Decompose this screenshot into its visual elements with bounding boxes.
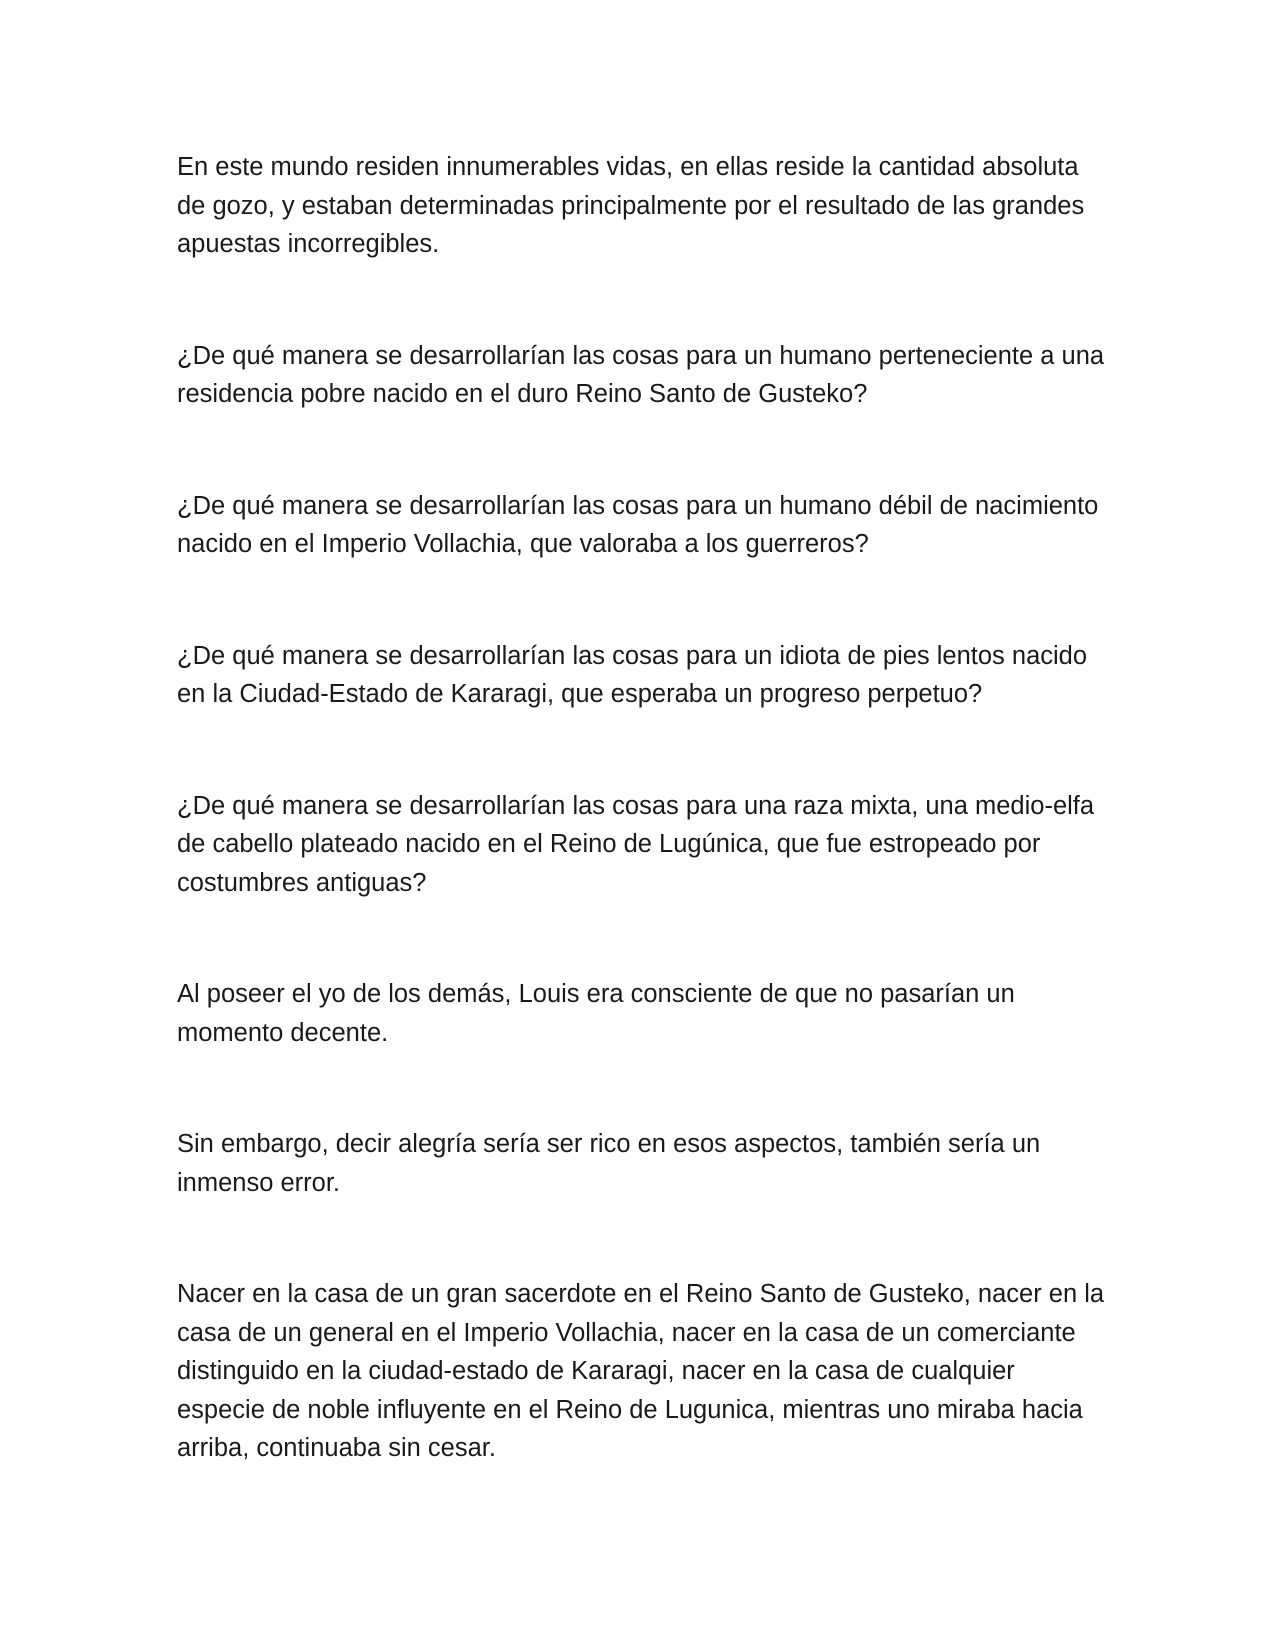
paragraph-3: ¿De qué manera se desarrollarían las cosas para un humano débil de nacimiento nacido en el Imperio Vollachia, que valoraba a los guerreros? — [177, 491, 1099, 558]
paragraph-8: Nacer en la casa de un gran sacerdote en el Reino Santo de Gusteko, nacer en la casa de un general en el Imperio Vollachia, nacer en la casa de un comerciante distinguido en la ciudad-estado de Kararagi, nacer en la casa de cualquier especie de noble influyente en el Reino de Lugunica, mientras uno miraba hacia arriba, continuaba sin cesar. — [177, 1280, 1105, 1462]
paragraph-5: ¿De qué manera se desarrollarían las cosas para una raza mixta, una medio-elfa de cabello plateado nacido en el Reino de Lugúnica, que fue estropeado por costumbres antiguas? — [177, 791, 1095, 897]
paragraph-6: Al poseer el yo de los demás, Louis era consciente de que no pasarían un momento decente. — [177, 980, 1015, 1047]
paragraph-4: ¿De qué manera se desarrollarían las cosas para un idiota de pies lentos nacido en la Ciudad-Estado de Kararagi, que esperaba un progreso perpetuo? — [177, 641, 1088, 708]
document-body — [177, 148, 1107, 1468]
paragraph-7: Sin embargo, decir alegría sería ser rico en esos aspectos, también sería un inmenso error. — [177, 1130, 1041, 1197]
paragraph-1: En este mundo residen innumerables vidas, en ellas reside la cantidad absoluta de gozo, y estaban determinadas principalmente por el resultado de las grandes apuestas incorregibles. — [177, 153, 1085, 258]
paragraph-2: ¿De qué manera se desarrollarían las cosas para un humano perteneciente a una residencia pobre nacido en el duro Reino Santo de Gusteko? — [177, 341, 1105, 408]
